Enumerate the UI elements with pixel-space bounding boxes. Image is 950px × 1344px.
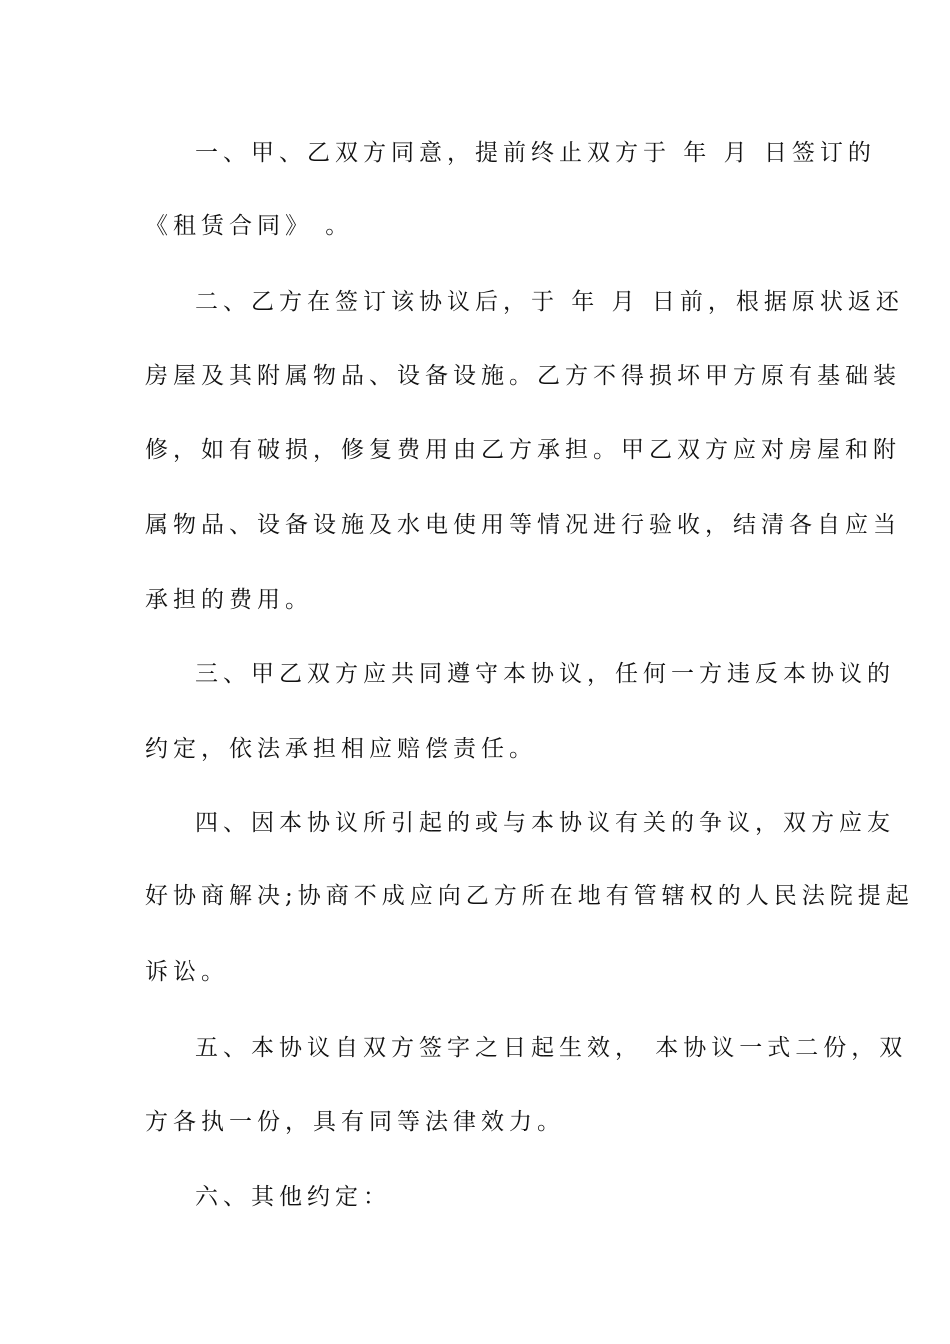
clause-2-line-1: 二、乙方在签订该协议后，于 年 月 日前，根据原状返还 — [195, 289, 904, 315]
clause-1-line-1: 一、甲、乙双方同意，提前终止双方于 年 月 日签订的 — [195, 140, 876, 166]
clause-2-line-3: 修，如有破损，修复费用由乙方承担。甲乙双方应对房屋和附 — [145, 437, 901, 463]
clause-4-line-2: 好协商解决;协商不成应向乙方所在地有管辖权的人民法院提起 — [145, 883, 914, 909]
clause-2-line-5: 承担的费用。 — [145, 587, 313, 613]
clause-3-line-1: 三、甲乙双方应共同遵守本协议，任何一方违反本协议的 — [195, 661, 895, 687]
clause-4-line-3: 诉讼。 — [145, 959, 229, 985]
clause-5-line-2: 方各执一份，具有同等法律效力。 — [145, 1109, 565, 1135]
clause-4-line-1: 四、因本协议所引起的或与本协议有关的争议，双方应友 — [195, 810, 895, 836]
clause-1-line-2: 《租赁合同》 。 — [145, 213, 354, 239]
clause-2-line-2: 房屋及其附属物品、设备设施。乙方不得损坏甲方原有基础装 — [145, 363, 901, 389]
clause-2-line-4: 属物品、设备设施及水电使用等情况进行验收，结清各自应当 — [145, 512, 901, 538]
clause-5-line-1: 五、本协议自双方签字之日起生效， 本协议一式二份，双 — [195, 1035, 908, 1061]
clause-6-line-1: 六、其他约定： — [195, 1184, 391, 1210]
clause-3-line-2: 约定，依法承担相应赔偿责任。 — [145, 736, 537, 762]
